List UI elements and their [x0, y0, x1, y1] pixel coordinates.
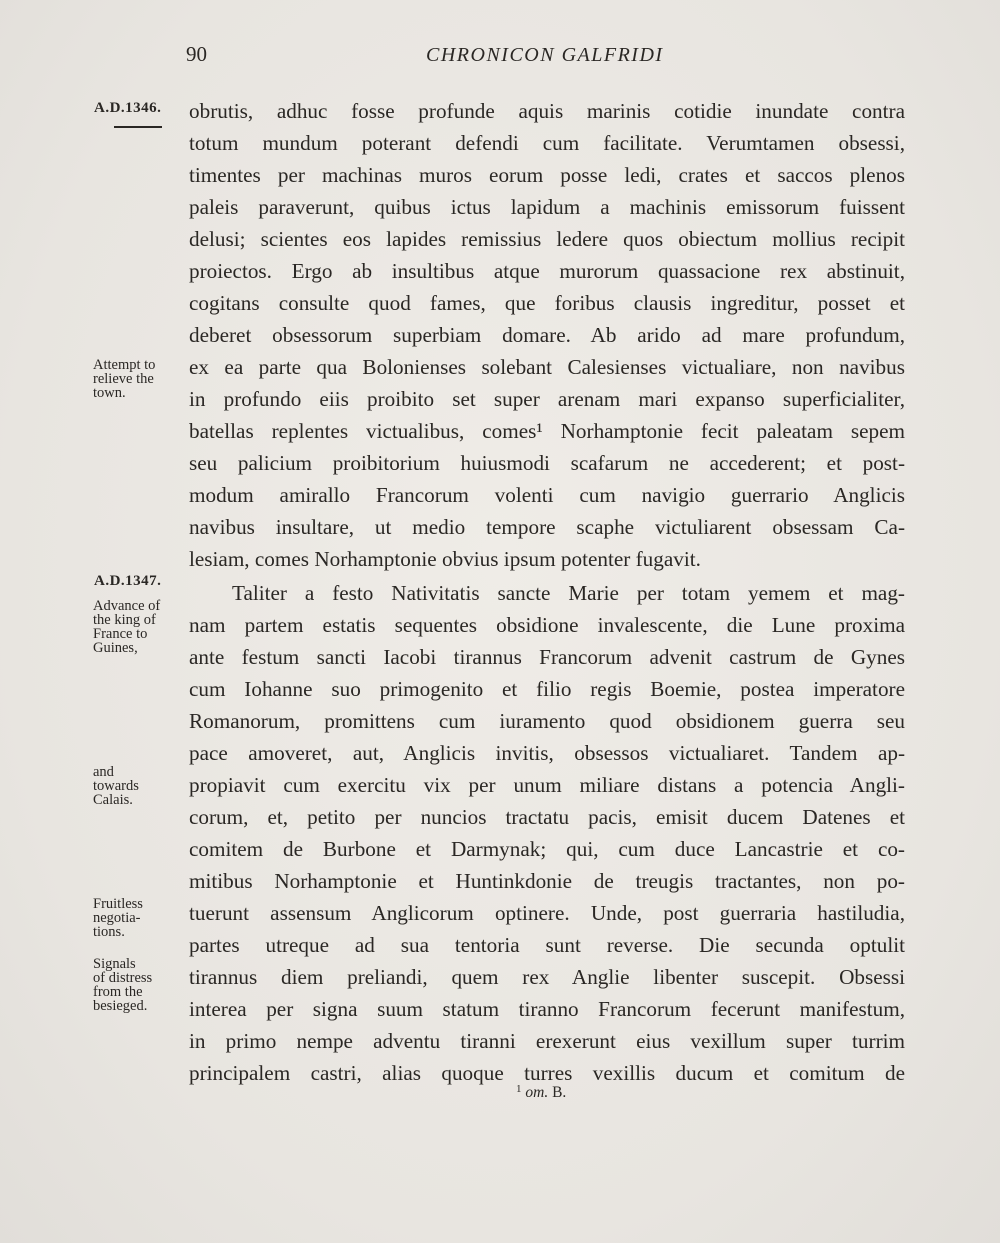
- text-line: corum, et, petito per nuncios tractatu pacis, emisit ducem Datenes et: [189, 805, 905, 829]
- text-line: totum mundum poterant defendi cum facilitate. Verumtamen obsessi,: [189, 131, 905, 155]
- text-line: mitibus Norhamptonie et Huntinkdonie de treugis tractantes, non po-: [189, 869, 905, 893]
- footnote-abbrev: om.: [525, 1084, 549, 1101]
- footnote-source: B.: [552, 1084, 567, 1101]
- text-line: tirannus diem preliandi, quem rex Anglie libenter suscepit. Obsessi: [189, 965, 905, 989]
- text-line: cogitans consulte quod fames, que foribus clausis ingreditur, posset et: [189, 291, 905, 315]
- sidenote-signals-of-distress: Signals of distress from the besieged.: [93, 956, 153, 1014]
- text-line: cum Iohanne suo primogenito et filio regis Boemie, postea imperatore: [189, 677, 905, 701]
- text-line: paleis paraverunt, quibus ictus lapidum a machinis emissorum fuissent: [189, 195, 905, 219]
- text-line: propiavit cum exercitu vix per unum miliare distans a potencia Angli-: [189, 773, 905, 797]
- text-line: obrutis, adhuc fosse profunde aquis marinis cotidie inundate contra: [189, 99, 905, 123]
- sidenote-fruitless-negotiations: Fruitless negotia- tions.: [93, 896, 143, 940]
- text-line: modum amirallo Francorum volenti cum navigio guerrario Anglicis: [189, 483, 905, 507]
- sidenote-towards-calais: and towards Calais.: [93, 764, 139, 808]
- footnote: [516, 1084, 566, 1102]
- text-line: pace amoveret, aut, Anglicis invitis, obsessos victualiaret. Tandem ap-: [189, 741, 905, 765]
- text-line: Romanorum, promittens cum iuramento quod obsidionem guerra seu: [189, 709, 905, 733]
- running-head: CHRONICON GALFRIDI: [426, 44, 664, 66]
- margin-date-1346: A.D.1346.: [94, 100, 162, 116]
- text-line: timentes per machinas muros eorum posse ledi, crates et saccos plenos: [189, 163, 905, 187]
- text-line: Taliter a festo Nativitatis sancte Marie per totam yemem et mag-: [232, 581, 905, 605]
- text-line: seu palicium proibitorium huiusmodi scafarum ne accederent; et post-: [189, 451, 905, 475]
- text-line: tuerunt assensum Anglicorum optinere. Unde, post guerraria hastiludia,: [189, 901, 905, 925]
- text-line: interea per signa suum statum tiranno Francorum fecerunt manifestum,: [189, 997, 905, 1021]
- sidenote-attempt-to-relieve: Attempt to relieve the town.: [93, 357, 156, 401]
- text-line: in primo nempe adventu tiranni erexerunt eius vexillum super turrim: [189, 1029, 905, 1053]
- text-line: proiectos. Ergo ab insultibus atque murorum quassacione rex abstinuit,: [189, 259, 905, 283]
- text-line: deberet obsessorum superbiam domare. Ab arido ad mare profundum,: [189, 323, 905, 347]
- sidenote-advance-of-king: Advance of the king of France to Guines,: [93, 598, 161, 656]
- text-line: ante festum sancti Iacobi tirannus Francorum advenit castrum de Gynes: [189, 645, 905, 669]
- footnote-marker: 1: [516, 1083, 522, 1095]
- page-number: 90: [186, 42, 207, 66]
- text-line: navibus insultare, ut medio tempore scaphe victuliarent obsessam Ca-: [189, 515, 905, 539]
- text-line: lesiam, comes Norhamptonie obvius ipsum potenter fugavit.: [189, 547, 701, 571]
- text-line: ex ea parte qua Bolonienses solebant Calesienses victualiare, non navibus: [189, 355, 905, 379]
- text-line: nam partem estatis sequentes obsidione invalescente, die Lune proxima: [189, 613, 905, 637]
- text-line: partes utreque ad sua tentoria sunt reverse. Die secunda optulit: [189, 933, 905, 957]
- margin-date-1347: A.D.1347.: [94, 573, 162, 589]
- date-rule: [114, 126, 162, 128]
- text-line: comitem de Burbone et Darmynak; qui, cum duce Lancastrie et co-: [189, 837, 905, 861]
- text-line: in profundo eiis proibito set super arenam mari expanso superficialiter,: [189, 387, 905, 411]
- text-line: principalem castri, alias quoque turres vexillis ducum et comitum de: [189, 1061, 905, 1085]
- text-line: batellas replentes victualibus, comes¹ Norhamptonie fecit paleatam sepem: [189, 419, 905, 443]
- text-line: delusi; scientes eos lapides remissius ledere quos obiectum mollius recipit: [189, 227, 905, 251]
